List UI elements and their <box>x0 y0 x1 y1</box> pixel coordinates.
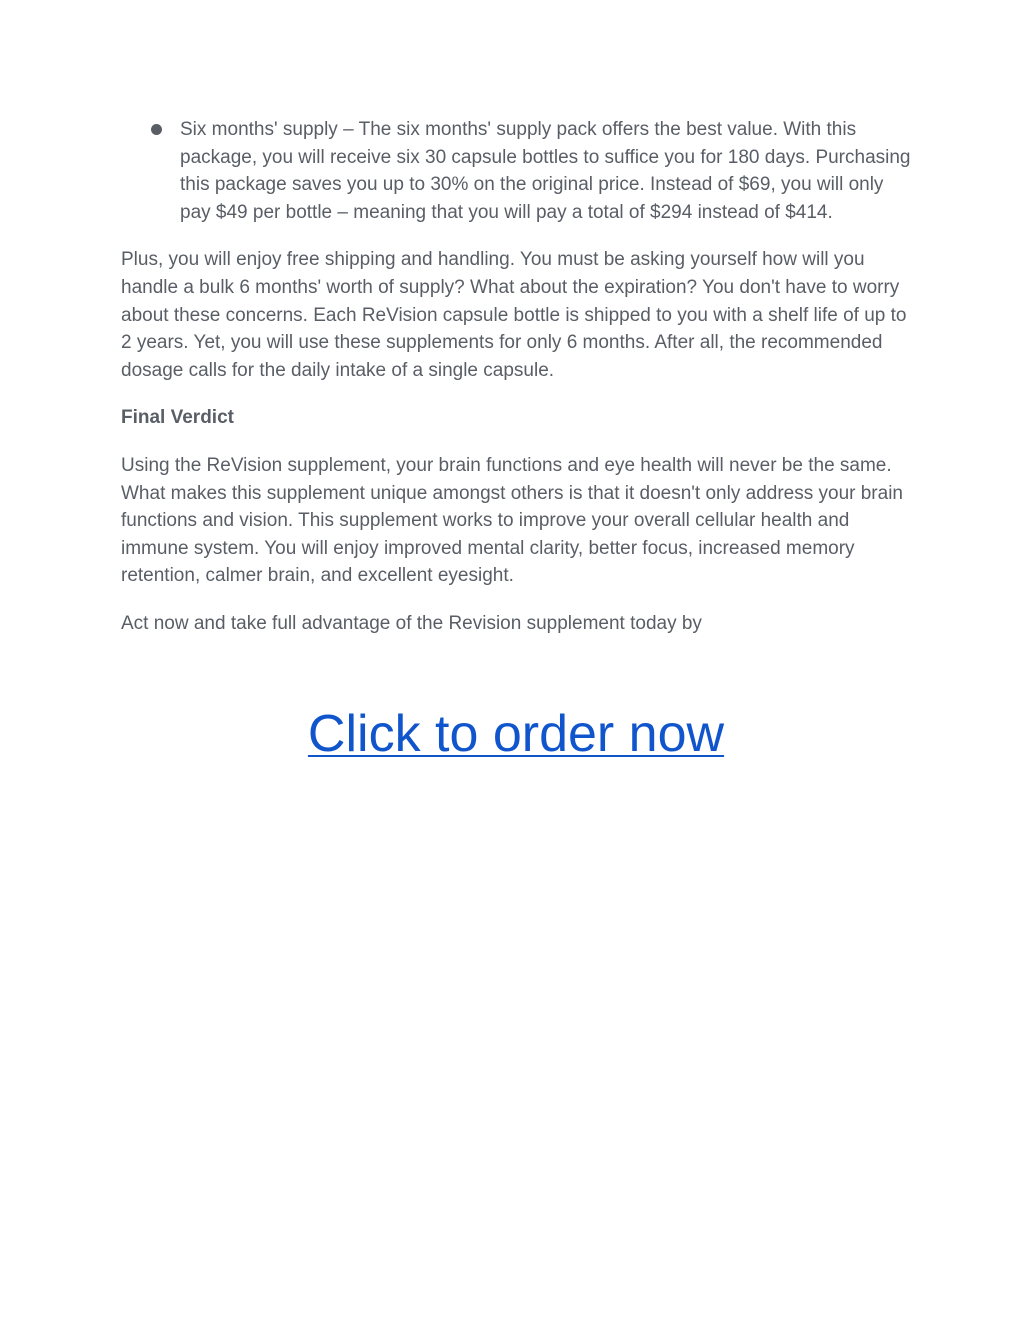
document-page <box>121 116 911 764</box>
shipping-paragraph: Plus, you will enjoy free shipping and handling. You must be asking yourself how will you handle a bulk 6 months' worth of supply? What about the expiration? You don't have to worry about these concerns. Each ReVision capsule bottle is shipped to you with a shelf life of up to 2 years. Yet, you will use these supplements for only 6 months. After all, the recommended dosage calls for the daily intake of a single capsule. <box>121 249 907 381</box>
verdict-paragraph: Using the ReVision supplement, your brain functions and eye health will never be the same. What makes this supplement unique amongst others is that it doesn't only address your brain functions and vision. This supplement works to improve your overall cellular health and immune system. You will enjoy improved mental clarity, better focus, increased memory retention, calmer brain, and excellent eyesight. <box>121 454 903 587</box>
bullet-icon <box>151 124 162 135</box>
order-link-container <box>121 704 911 764</box>
section-heading: Final Verdict <box>121 407 234 429</box>
order-now-link[interactable]: Click to order now <box>307 704 725 763</box>
bullet-text: Six months' supply – The six months' supply pack offers the best value. With this package, you will receive six 30 capsule bottles to suffice you for 180 days. Purchasing this package saves you up to 30% on the original price. Instead of $69, you will only pay $49 per bottle – meaning that you will pay a total of $294 instead of $414. <box>180 119 911 223</box>
call-to-action-paragraph: Act now and take full advantage of the Revision supplement today by <box>121 612 702 634</box>
bullet-list <box>121 116 911 226</box>
list-item <box>121 116 911 226</box>
